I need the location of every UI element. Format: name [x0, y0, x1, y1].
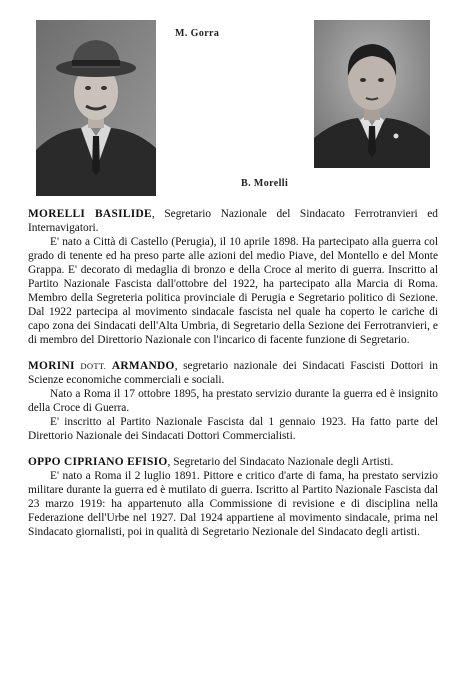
bio-entry-oppo — [28, 455, 438, 539]
caption-gorra: M. Gorra — [175, 28, 220, 39]
portrait-photo-gorra — [36, 20, 156, 196]
portrait-gorra-image — [36, 20, 156, 196]
bio-entry-morelli — [28, 207, 438, 347]
bio-role: , Segretario Nazionale del Sindacato Ferrotranvieri ed Internavigatori. — [28, 208, 439, 234]
bio-name: MORINI — [28, 360, 75, 372]
caption-morelli: B. Morelli — [241, 178, 289, 189]
bio-name-rest: ARMANDO — [111, 360, 175, 372]
bio-name: OPPO CIPRIANO EFISIO — [28, 456, 168, 468]
biography-text — [28, 207, 438, 539]
bio-entry-morini — [28, 359, 438, 443]
bio-heading — [28, 455, 438, 469]
bio-paragraph: E' nato a Città di Castello (Perugia), il 10 aprile 1898. Ha partecipato alla guerra col grado di tenente ed ha preso parte alle azioni del medio Piave, del Montello e del Monte Grappa. E' decorato di medaglia di bronzo e della Croce al merito di guerra. Inscritto al Partito Nazionale Fascista dall'ottobre del 1922, ha partecipato alla Marcia di Roma. Membro della Segreteria politica provinciale di Perugia e Segretario politico di Sezione. Dal 1922 partecipa al movimento sindacale fascista nel quale ha coperto le cariche di capo zona dei Sindacati dell'Alta Umbria, di Segretario della Sezione dei Ferrotranvieri, e di membro del Direttorio Nazionale con l'incarico di facente funzione di Segretario. — [28, 236, 438, 346]
portrait-photo-morelli — [314, 20, 430, 168]
bio-name: MORELLI BASILIDE — [28, 208, 152, 220]
bio-title-abbr: DOTT. — [80, 361, 107, 371]
bio-role: , segretario nazionale dei Sindacati Fascisti Dottori in Scienze economiche commerciali e sociali. — [28, 360, 439, 386]
bio-paragraph: E' inscritto al Partito Nazionale Fascista dal 1 gennaio 1923. Ha fatto parte del Direttorio Nazionale dei Sindacati Dottori Commercialisti. — [28, 416, 438, 442]
bio-heading — [28, 207, 438, 235]
bio-role: , Segretario del Sindacato Nazionale degli Artisti. — [167, 456, 394, 468]
bio-paragraph: E' nato a Roma il 2 luglio 1891. Pittore e critico d'arte di fama, ha prestato servizio militare durante la guerra ed è mutilato di guerra. Iscritto al Partito Nazionale Fascista dal 23 marzo 1919: ha appartenuto alla Commissione di revisione e di disciplina nella Federazione dell'Urbe nel 1927. Dal 1924 appartiene al movimento sindacale, prima nel Sindacato giornalisti, poi in qualità di Segretario Nezionale del Sindacato degli artisti. — [28, 470, 438, 538]
bio-paragraph: Nato a Roma il 17 ottobre 1895, ha prestato servizio durante la guerra ed è insignito della Croce di Guerra. — [28, 388, 438, 414]
portrait-morelli-image — [314, 20, 430, 168]
bio-heading — [28, 359, 438, 387]
